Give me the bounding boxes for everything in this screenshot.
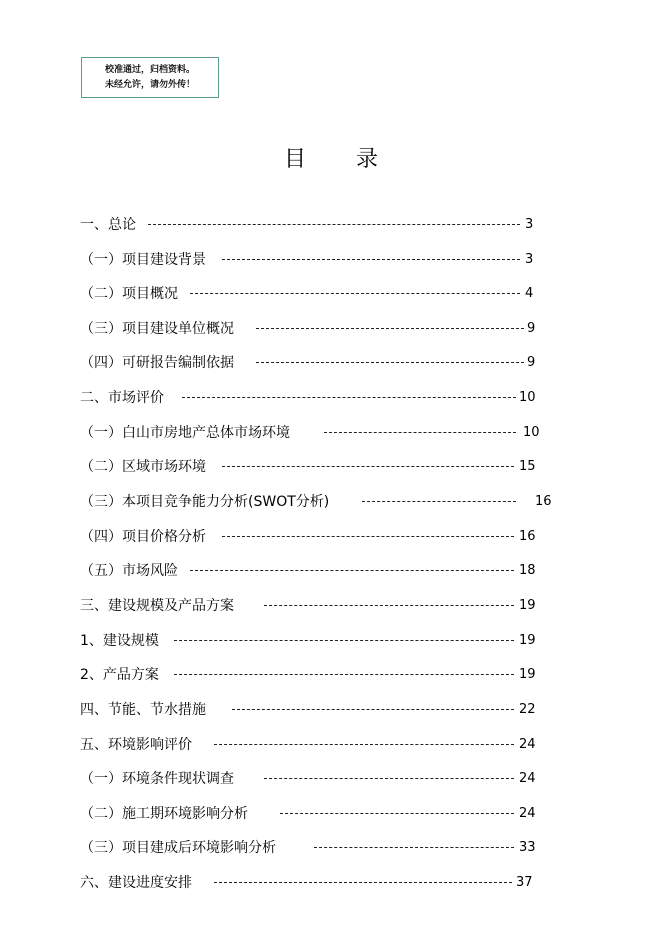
toc-leader-dots xyxy=(280,813,514,814)
toc-leader-dots xyxy=(182,397,516,398)
toc-leader-dots xyxy=(256,362,524,363)
toc-entry-label: （一）环境条件现状调查 xyxy=(80,771,234,787)
toc-entry-label: （五）市场风险 xyxy=(80,563,178,579)
stamp-line-2: 未经允许，请勿外传！ xyxy=(104,79,195,90)
toc-leader-dots xyxy=(222,536,514,537)
toc-entry-page-number: 19 xyxy=(519,598,536,613)
toc-entry-label: （四）项目价格分析 xyxy=(80,529,206,545)
confidential-stamp xyxy=(81,57,219,98)
toc-entry-label: 2、产品方案 xyxy=(80,667,159,683)
toc-entry-page-number: 10 xyxy=(523,425,540,440)
toc-entry-label: （一）白山市房地产总体市场环境 xyxy=(80,425,290,441)
toc-entry-page-number: 24 xyxy=(519,806,536,821)
toc-entry-page-number: 19 xyxy=(519,633,536,648)
toc-entry-label: 1、建设规模 xyxy=(80,633,159,649)
toc-leader-dots xyxy=(214,744,514,745)
toc-entry-page-number: 10 xyxy=(519,390,536,405)
toc-entry-label: 二、市场评价 xyxy=(80,390,164,406)
toc-entry-label: （二）区域市场环境 xyxy=(80,459,206,475)
toc-leader-dots xyxy=(264,605,514,606)
toc-entry-page-number: 24 xyxy=(519,737,536,752)
toc-entry-label: （二）项目概况 xyxy=(80,286,178,302)
toc-entry-label: 三、建设规模及产品方案 xyxy=(80,598,234,614)
toc-leader-dots xyxy=(222,259,520,260)
toc-entry-page-number: 9 xyxy=(527,355,536,370)
toc-entry-page-number: 37 xyxy=(516,875,533,890)
toc-entry-label: （三）项目建成后环境影响分析 xyxy=(80,840,276,856)
toc-entry-page-number: 3 xyxy=(525,217,534,232)
title-char-1: 目 xyxy=(283,147,306,172)
toc-leader-dots xyxy=(190,570,514,571)
toc-leader-dots xyxy=(190,293,520,294)
toc-leader-dots xyxy=(362,501,516,502)
toc-entry-label: 四、节能、节水措施 xyxy=(80,702,206,718)
title-char-2: 录 xyxy=(356,147,379,172)
toc-leader-dots xyxy=(232,709,514,710)
toc-entry-label: 六、建设进度安排 xyxy=(80,875,192,891)
toc-entry-label: （一）项目建设背景 xyxy=(80,252,206,268)
toc-leader-dots xyxy=(174,640,514,641)
toc-entry-page-number: 3 xyxy=(525,252,534,267)
toc-entry-page-number: 16 xyxy=(535,494,552,509)
toc-leader-dots xyxy=(214,882,512,883)
toc-entry-page-number: 16 xyxy=(519,529,536,544)
toc-entry-label: （三）项目建设单位概况 xyxy=(80,321,234,337)
toc-entry-label: 五、环境影响评价 xyxy=(80,737,192,753)
stamp-line-1: 校准通过，归档资料。 xyxy=(104,64,195,75)
toc-entry-page-number: 4 xyxy=(525,286,534,301)
toc-entry-label: （四）可研报告编制依据 xyxy=(80,355,234,371)
toc-entry-page-number: 22 xyxy=(519,702,536,717)
toc-entry-page-number: 33 xyxy=(519,840,536,855)
toc-leader-dots xyxy=(264,778,514,779)
toc-entry-page-number: 18 xyxy=(519,563,536,578)
toc-entry-page-number: 9 xyxy=(527,321,536,336)
toc-entry-page-number: 15 xyxy=(519,459,536,474)
toc-leader-dots xyxy=(324,432,516,433)
toc-entry-label: （三）本项目竞争能力分析(SWOT分析) xyxy=(80,494,330,510)
toc-leader-dots xyxy=(174,674,514,675)
toc-entry-page-number: 24 xyxy=(519,771,536,786)
page-title xyxy=(0,142,662,173)
toc-leader-dots xyxy=(256,328,524,329)
toc-entry-label: （二）施工期环境影响分析 xyxy=(80,806,248,822)
toc-leader-dots xyxy=(148,224,520,225)
toc-entry-label: 一、总论 xyxy=(80,217,136,233)
toc-leader-dots xyxy=(222,466,514,467)
toc-leader-dots xyxy=(314,847,514,848)
toc-entry-page-number: 19 xyxy=(519,667,536,682)
